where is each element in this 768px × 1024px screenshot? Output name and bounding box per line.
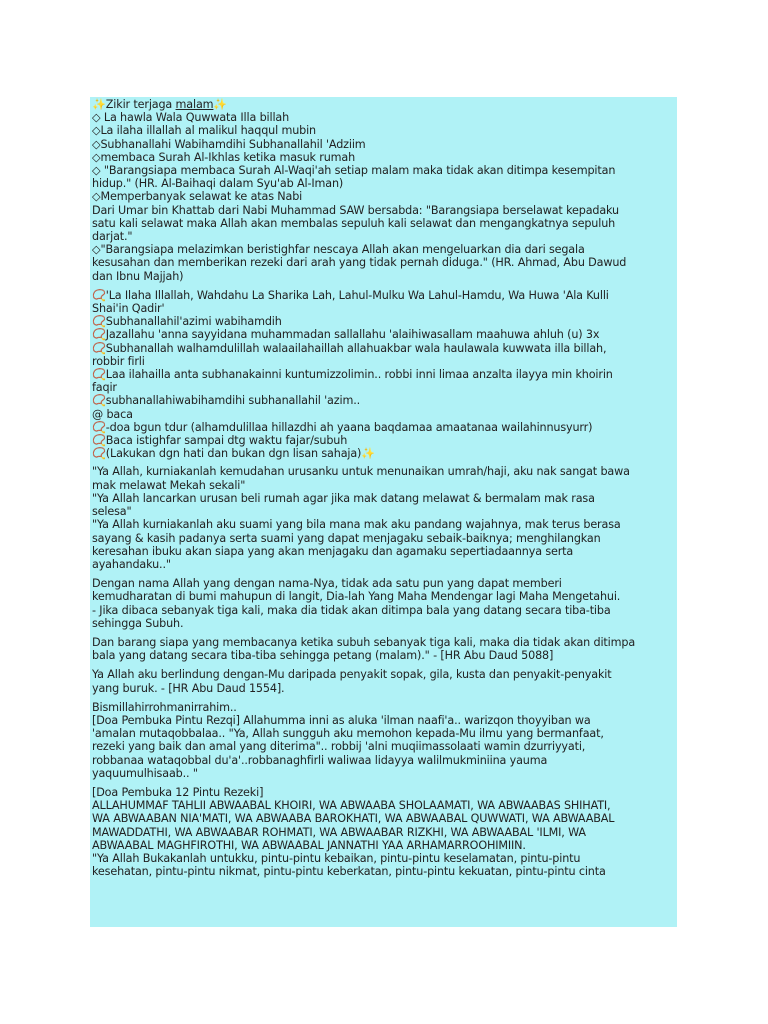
text-line: "Ya Allah lancarkan urusan beli rumah agar jika mak datang melawat & bermalam mak rasa: [92, 491, 595, 505]
section-doa-rezqi: [92, 701, 675, 780]
text-line: "Ya Allah, kurniakanlah kemudahan urusanku untuk menunaikan umrah/haji, aku nak sangat bawa: [92, 465, 630, 479]
text-line: ayahandaku..": [92, 557, 171, 571]
text-line: @ baca: [92, 407, 133, 421]
text-line: Dengan nama Allah yang dengan nama-Nya, tidak ada satu pun yang dapat memberi: [92, 577, 562, 591]
text-line: "Ya Allah kurniakanlah aku suami yang bila mana mak aku pandang wajahnya, mak terus berasa: [92, 518, 621, 532]
text-line: keresahan ibuku akan siapa yang akan menjagaku dan agamaku sepertiadaannya serta: [92, 544, 574, 558]
underlined-word: malam: [175, 98, 214, 111]
text-line: sehingga Subuh.: [92, 616, 184, 630]
text-line: 📿Laa ilahailla anta subhanakainni kuntumizzolimin.. robbi inni limaa anzalta ilayya min khoirin: [92, 368, 613, 382]
text-line: darjat.": [92, 230, 133, 244]
text-line: hidup." (HR. Al-Baihaqi dalam Syu'ab Al-Iman): [92, 177, 344, 191]
text-line: robbir firli: [92, 354, 145, 368]
text-line: rezeki yang baik dan amal yang diterima".. robbij 'alni muqiimassolaati wamin dzurriyyati,: [92, 740, 586, 754]
section-berlindung: [92, 668, 675, 694]
text-line: 📿subhanallahiwabihamdihi subhanallahil 'azim..: [92, 394, 361, 408]
text-line: mak melawat Mekah sekali": [92, 478, 246, 492]
text-line: 📿Jazallahu 'anna sayyidana muhammadan sallallahu 'alaihiwasallam maahuwa ahluh (u) 3x: [92, 328, 600, 342]
section-dengan-nama-allah: [92, 577, 675, 630]
text-line: ◇Memperbanyak selawat ke atas Nabi: [92, 190, 303, 204]
text-line: satu kali selawat maka Allah akan membalas sepuluh kali selawat dan mengangkatnya sepuluh: [92, 216, 616, 230]
text-line: WA ABWAABAN NIA'MATI, WA ABWAABA BAROKHATI, WA ABWAABAL QUWWATI, WA ABWAABAL: [92, 812, 615, 826]
text-line: ABWAABAL MAGHFIROTHI, WA ABWAABAL JANNATHI YAA ARHAMARROOHIMIIN.: [92, 838, 526, 852]
text-line: [Doa Pembuka 12 Pintu Rezeki]: [92, 785, 264, 799]
text-line: kesusahan dan memberikan rezeki dari arah yang tidak pernah diduga." (HR. Ahmad, Abu Dawud: [92, 256, 627, 270]
text-line: ◇membaca Surah Al-Ikhlas ketika masuk rumah: [92, 150, 356, 164]
text-line: kemudharatan di bumi mahupun di langit, Dia-lah Yang Maha Mendengar lagi Maha Mengetahui.: [92, 590, 621, 604]
section-zikir-list: [92, 289, 675, 461]
section-doa-ibu: [92, 465, 675, 571]
text-line: 📿Baca istighfar sampai dtg waktu fajar/subuh: [92, 434, 348, 448]
text-line: sayang & kasih padanya serta suami yang dapat menjagaku sebaik-baiknya; menghilangkan: [92, 531, 601, 545]
text-line: selesa": [92, 505, 132, 519]
text-line: ◇Subhanallahi Wabihamdihi Subhanallahil 'Adziim: [92, 137, 366, 151]
section-heading: ✨Zikir terjaga malam✨: [92, 98, 228, 111]
text-line: 📿'La Ilaha Illallah, Wahdahu La Sharika Lah, Lahul-Mulku Wa Lahul-Hamdu, Wa Huwa 'Ala Kulli: [92, 288, 609, 302]
text-line: 📿-doa bgun tdur (alhamdulillaa hillazdhi ah yaana baqdamaa amaatanaa wailahinnusyurr): [92, 420, 593, 434]
text-line: 📿Subhanallah walhamdulillah walaailahaillah allahuakbar wala haulawala kuwwata illa billah,: [92, 341, 607, 355]
text-line: "Ya Allah Bukakanlah untukku, pintu-pintu kebaikan, pintu-pintu keselamatan, pintu-pintu: [92, 851, 581, 865]
text-line: yaquumulhisaab.. ": [92, 766, 198, 780]
section-zikir-malam: [92, 98, 675, 283]
text-line: ◇ La hawla Wala Quwwata Illa billah: [92, 111, 290, 125]
text-line: 📿(Lakukan dgn hati dan bukan dgn lisan sahaja)✨: [92, 447, 376, 461]
text-line: Dan barang siapa yang membacanya ketika subuh sebanyak tiga kali, maka dia tidak akan ditimpa: [92, 635, 636, 649]
text-line: bala yang datang secara tiba-tiba sehingga petang (malam)." - [HR Abu Daud 5088]: [92, 649, 554, 663]
text-line: ALLAHUMMAF TAHLII ABWAABAL KHOIRI, WA ABWAABA SHOLAAMATI, WA ABWAABAS SHIHATI,: [92, 799, 611, 813]
text-line: ◇ "Barangsiapa membaca Surah Al-Waqi'ah setiap malam maka tidak akan ditimpa kesempitan: [92, 164, 616, 178]
text-line: Ya Allah aku berlindung dengan-Mu daripada penyakit sopak, gila, kusta dan penyakit-penyakit: [92, 668, 612, 682]
text-line: faqir: [92, 381, 117, 395]
text-line: [Doa Pembuka Pintu Rezqi] Allahumma inni as aluka 'ilman naafi'a.. warizqon thoyyiban wa: [92, 713, 591, 727]
text-line: - Jika dibaca sebanyak tiga kali, maka dia tidak akan ditimpa bala yang datang secara tiba-tiba: [92, 603, 611, 617]
text-line: ◇La ilaha illallah al malikul haqqul mubin: [92, 124, 316, 138]
document-body: [90, 97, 677, 878]
section-12-pintu-rezeki: [92, 786, 675, 878]
text-line: yang buruk. - [HR Abu Daud 1554].: [92, 681, 285, 695]
text-line: 📿Subhanallahil'azimi wabihamdih: [92, 315, 282, 329]
text-line: robbanaa wataqobbal du'a'..robbanaghfirli waliwaa lidayya walilmukminiina yauma: [92, 753, 548, 767]
text-line: Shai'in Qadir': [92, 302, 165, 316]
text-line: 'amalan mutaqobbalaa.. "Ya, Allah sungguh aku memohon kepada-Mu ilmu yang bermanfaat,: [92, 727, 604, 741]
text-line: Bismillahirrohmanirrahim..: [92, 700, 237, 714]
text-line: MAWADDATHI, WA ABWAABAR ROHMATI, WA ABWAABAR RIZKHI, WA ABWAABAL 'ILMI, WA: [92, 825, 586, 839]
section-subuh: [92, 636, 675, 662]
document-panel: [90, 97, 677, 927]
text-line: Dari Umar bin Khattab dari Nabi Muhammad SAW bersabda: "Barangsiapa berselawat kepadaku: [92, 203, 619, 217]
text-line: kesehatan, pintu-pintu nikmat, pintu-pintu keberkatan, pintu-pintu kekuatan, pintu-pintu cinta: [92, 865, 606, 879]
text-line: dan Ibnu Majjah): [92, 269, 184, 283]
text-line: ◇"Barangsiapa melazimkan beristighfar nescaya Allah akan mengeluarkan dia dari segala: [92, 243, 585, 257]
